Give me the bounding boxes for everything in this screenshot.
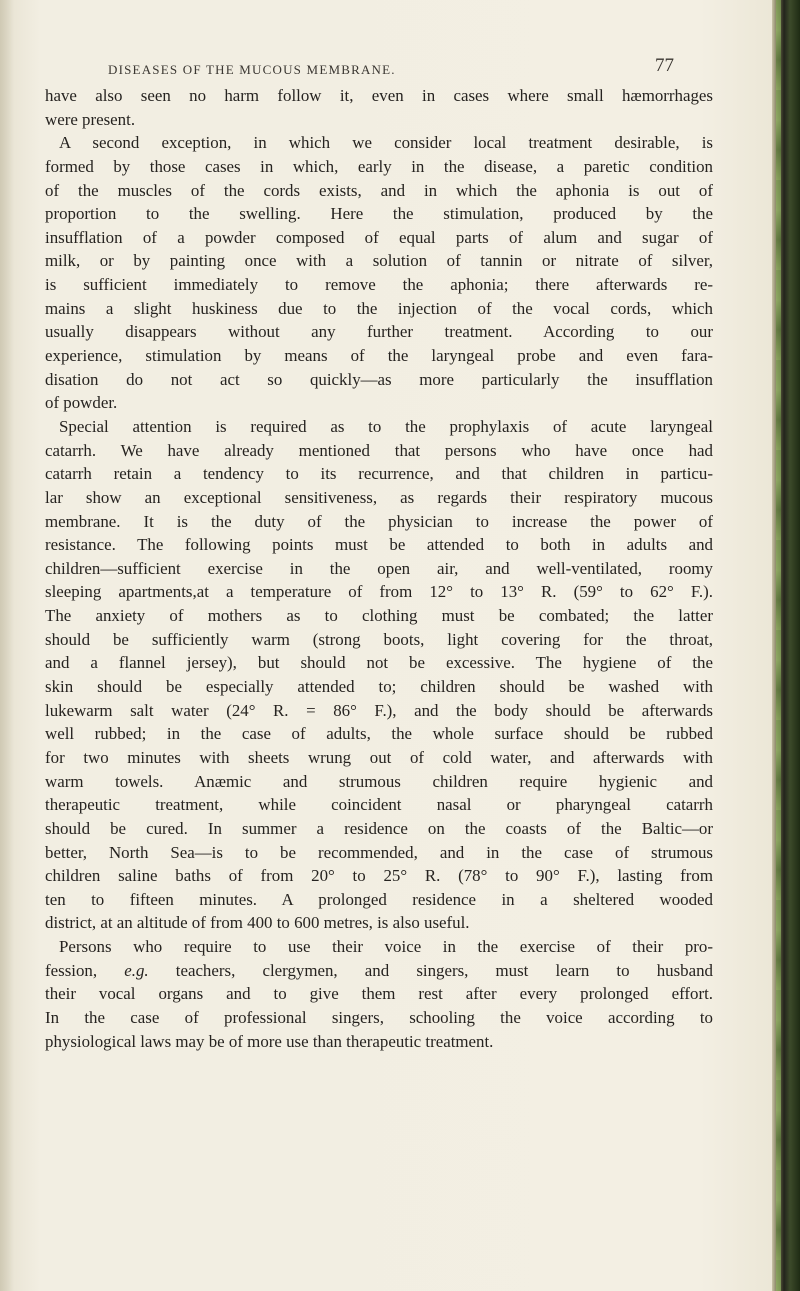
- text-line: children saline baths of from 20° to 25° R. (78° to 90° F.), lasting from: [45, 866, 713, 886]
- text-fragment: e.g.: [124, 960, 149, 980]
- text-line: is sufficient immediately to remove the aphonia; there afterwards re-: [45, 275, 713, 295]
- text-line: The anxiety of mothers as to clothing must be combated; the latter: [45, 606, 713, 626]
- text-line: well rubbed; in the case of adults, the whole surface should be rubbed: [45, 724, 713, 744]
- text-line: catarrh retain a tendency to its recurrence, and that children in particu-: [45, 464, 713, 484]
- text-line: lar show an exceptional sensitiveness, as regards their respiratory mucous: [45, 487, 713, 507]
- text-line: their vocal organs and to give them rest after every prolonged effort.: [45, 984, 713, 1004]
- text-line: catarrh. We have already mentioned that persons who have once had: [45, 440, 713, 460]
- text-line: and a flannel jersey), but should not be excessive. The hygiene of the: [45, 653, 713, 673]
- text-line: formed by those cases in which, early in the disease, a paretic condition: [45, 156, 713, 176]
- text-line: proportion to the swelling. Here the stimulation, produced by the: [45, 204, 713, 224]
- text-line: ten to fifteen minutes. A prolonged residence in a sheltered wooded: [45, 889, 713, 909]
- text-line: usually disappears without any further treatment. According to our: [45, 322, 713, 342]
- text-line: should be sufficiently warm (strong boots, light covering for the throat,: [45, 629, 713, 649]
- text-fragment: fession,: [45, 960, 125, 980]
- text-line: better, North Sea—is to be recommended, and in the case of strumous: [45, 842, 713, 862]
- text-line: resistance. The following points must be attended to both in adults and: [45, 535, 713, 555]
- text-line: Special attention is required as to the prophylaxis of acute laryngeal: [59, 416, 713, 436]
- text-line: milk, or by painting once with a solution of tannin or nitrate of silver,: [45, 251, 713, 271]
- book-binding-edge: [772, 0, 800, 1291]
- text-line: experience, stimulation by means of the laryngeal probe and even fara-: [45, 346, 713, 366]
- page-number: 77: [655, 55, 674, 76]
- text-line: disation do not act so quickly—as more particularly the insufflation: [45, 369, 713, 389]
- text-line: insufflation of a powder composed of equal parts of alum and sugar of: [45, 227, 713, 247]
- text-line: for two minutes with sheets wrung out of cold water, and afterwards with: [45, 747, 713, 767]
- text-line: In the case of professional singers, schooling the voice according to: [45, 1007, 713, 1027]
- body-text: [45, 84, 713, 1053]
- text-line: Persons who require to use their voice in the exercise of their pro-: [59, 937, 713, 957]
- text-line: skin should be especially attended to; children should be washed with: [45, 677, 713, 697]
- text-line: children—sufficient exercise in the open air, and well-ventilated, roomy: [45, 558, 713, 578]
- running-header: DISEASES OF THE MUCOUS MEMBRANE.: [108, 62, 396, 77]
- text-line: membrane. It is the duty of the physician to increase the power of: [45, 511, 713, 531]
- text-line: of powder.: [45, 393, 118, 413]
- text-line: warm towels. Anæmic and strumous children require hygienic and: [45, 771, 713, 791]
- text-line: A second exception, in which we consider local treatment desirable, is: [59, 133, 713, 153]
- text-line: therapeutic treatment, while coincident nasal or pharyngeal catarrh: [45, 795, 713, 815]
- text-line: lukewarm salt water (24° R. = 86° F.), and the body should be afterwards: [45, 700, 713, 720]
- text-line: should be cured. In summer a residence on the coasts of the Baltic—or: [45, 818, 713, 838]
- text-line: sleeping apartments,at a temperature of from 12° to 13° R. (59° to 62° F.).: [45, 582, 713, 602]
- text-fragment: teachers, clergymen, and singers, must learn to husband: [148, 960, 713, 980]
- text-line: physiological laws may be of more use than therapeutic treatment.: [45, 1031, 494, 1051]
- text-line: have also seen no harm follow it, even in cases where small hæmorrhages: [45, 86, 713, 105]
- text-line: were present.: [45, 109, 136, 129]
- page-gutter-shadow: [0, 0, 14, 1291]
- text-line: mains a slight huskiness due to the injection of the vocal cords, which: [45, 298, 713, 318]
- text-line: [45, 959, 713, 983]
- text-line: district, at an altitude of from 400 to 600 metres, is also useful.: [45, 913, 470, 933]
- text-line: of the muscles of the cords exists, and in which the aphonia is out of: [45, 180, 713, 200]
